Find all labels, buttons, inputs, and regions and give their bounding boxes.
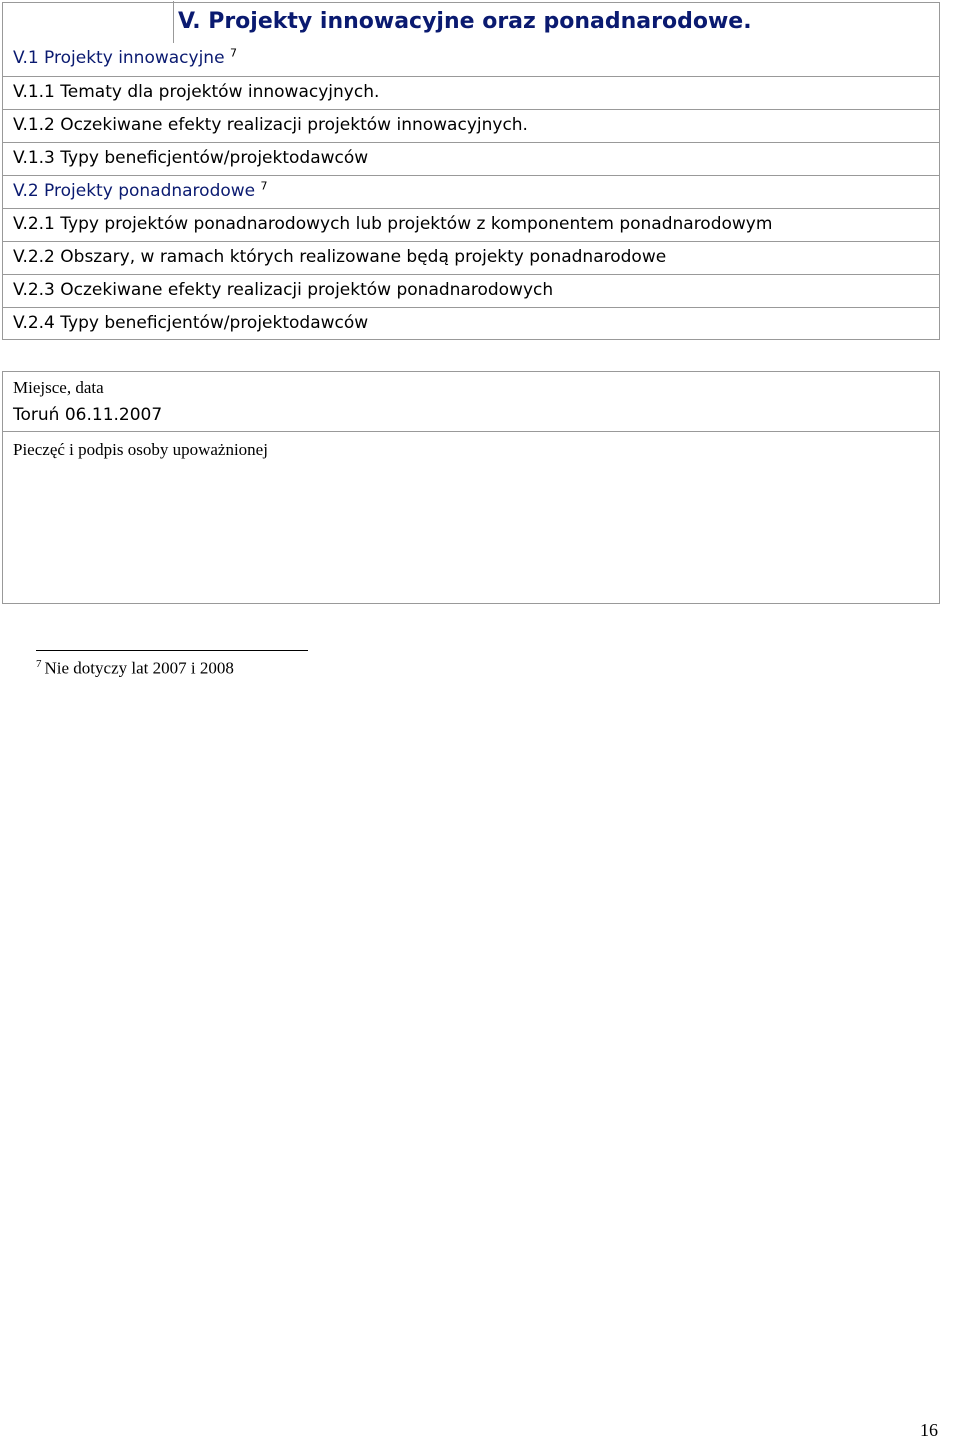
footnote-rule (36, 650, 308, 651)
row-label: V.2.2 Obszary, w ramach których realizowane będą projekty ponadnarodowe (13, 247, 667, 267)
row-label: V.2.4 Typy beneficjentów/projektodawców (13, 313, 369, 333)
stamp-signature-label: Pieczęć i podpis osoby upoważnionej (13, 440, 268, 459)
row-v1-2 (3, 109, 939, 140)
row-label: V.2.3 Oczekiwane efekty realizacji projektów ponadnarodowych (13, 280, 554, 300)
row-label: V.2.1 Typy projektów ponadnarodowych lub projektów z komponentem ponadnarodowym (13, 214, 773, 234)
row-v1-1 (3, 76, 939, 107)
page-number: 16 (920, 1420, 938, 1440)
row-label: V.1.3 Typy beneficjentów/projektodawców (13, 148, 369, 168)
row-label: V.2 Projekty ponadnarodowe (13, 181, 256, 201)
row-label: V.1.2 Oczekiwane efekty realizacji projektów innowacyjnych. (13, 115, 528, 135)
place-date-label: Miejsce, data (13, 378, 104, 397)
footnote-ref: 7 (229, 46, 237, 60)
section-title-cell (173, 1, 939, 43)
row-label: V.1 Projekty innowacyjne (13, 48, 225, 68)
row-v1 (3, 43, 939, 73)
place-date-value: Toruń 06.11.2007 (13, 405, 163, 425)
section-title: V. Projekty innowacyjne oraz ponadnarodowe. (178, 9, 752, 34)
row-v2-4 (3, 307, 939, 338)
row-v1-3 (3, 142, 939, 173)
signature-divider (3, 431, 939, 432)
footnote-ref: 7 (260, 179, 268, 193)
row-v2-3 (3, 274, 939, 305)
signature-table (2, 371, 940, 604)
row-v2-2 (3, 241, 939, 272)
footnote-mark: 7 (36, 658, 42, 670)
row-v2-1 (3, 208, 939, 239)
footnote (36, 658, 234, 679)
row-label: V.1.1 Tematy dla projektów innowacyjnych. (13, 82, 380, 102)
row-v2 (3, 175, 939, 206)
footnote-text: Nie dotyczy lat 2007 i 2008 (44, 658, 234, 678)
projects-table (2, 2, 940, 340)
